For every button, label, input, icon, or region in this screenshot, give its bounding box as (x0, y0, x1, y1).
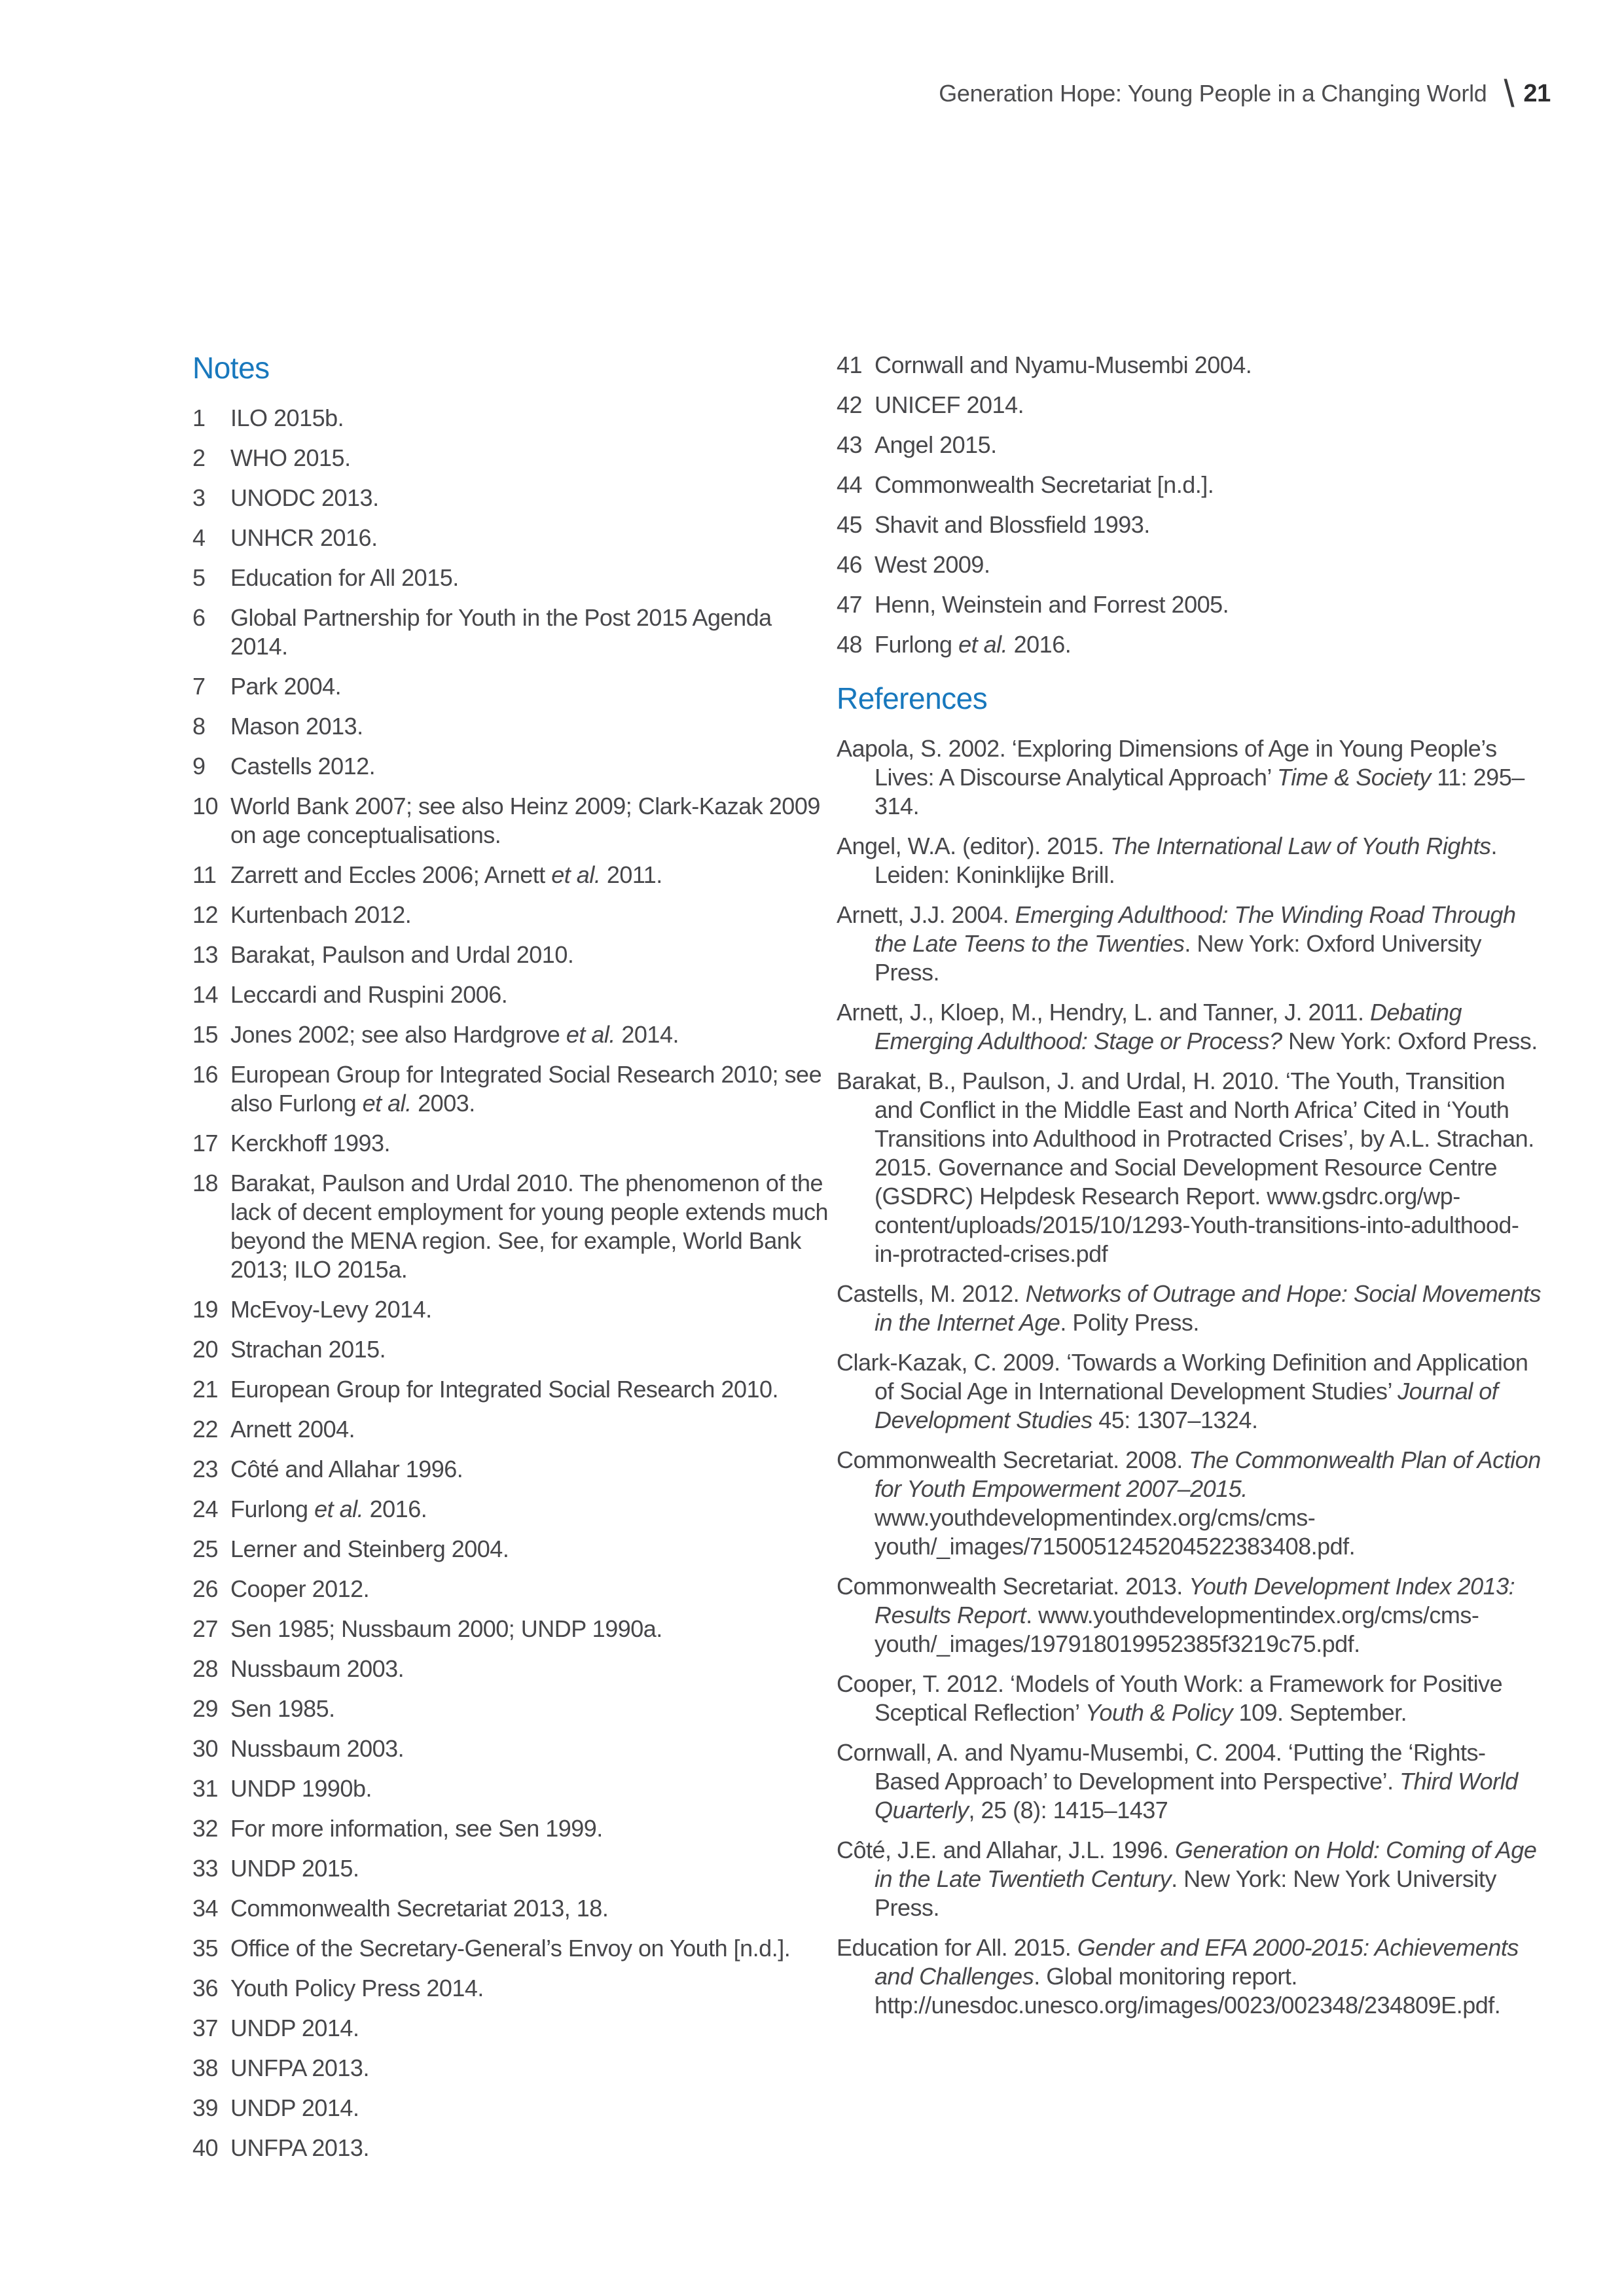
text-segment: Commonwealth Secretariat. 2008. (837, 1446, 1189, 1473)
note-number: 30 (192, 1735, 219, 1762)
note-number: 20 (192, 1336, 219, 1363)
note-item (192, 1060, 834, 1118)
note-item (192, 752, 834, 781)
note-item (192, 941, 834, 969)
text-segment: UNDP 2014. (230, 2015, 359, 2041)
italic-text: Networks of Outrage and Hope: Social Movements in the Internet Age (875, 1280, 1542, 1336)
note-text (875, 351, 1543, 380)
note-number: 33 (192, 1855, 219, 1882)
note-item (192, 564, 834, 592)
reference-entry (837, 901, 1543, 987)
note-item (837, 590, 1543, 619)
note-number: 15 (192, 1021, 219, 1048)
note-number: 11 (192, 861, 217, 888)
text-segment: UNODC 2013. (230, 484, 379, 511)
note-item (837, 391, 1543, 420)
text-segment: Commonwealth Secretariat [n.d.]. (875, 471, 1214, 498)
note-text (230, 564, 834, 592)
text-segment: Arnett 2004. (230, 1416, 355, 1443)
note-item (192, 980, 834, 1009)
note-number: 28 (192, 1655, 219, 1682)
reference-entry (837, 1572, 1543, 1659)
notes-list-right (837, 351, 1543, 659)
note-number: 31 (192, 1775, 219, 1802)
italic-text: Journal of Development Studies (875, 1378, 1498, 1433)
text-segment: For more information, see Sen 1999. (230, 1815, 603, 1842)
note-text (230, 1455, 834, 1484)
note-item (192, 1774, 834, 1803)
note-number: 5 (192, 564, 206, 591)
text-segment: 2016. (1007, 631, 1072, 658)
note-number: 1 (192, 404, 206, 431)
note-text (875, 431, 1543, 459)
text-segment: UNFPA 2013. (230, 2054, 369, 2081)
note-item (192, 603, 834, 661)
reference-entry (837, 1446, 1543, 1561)
note-item (192, 1734, 834, 1763)
text-segment: Commonwealth Secretariat. 2013. (837, 1573, 1189, 1600)
text-segment: Education for All 2015. (230, 564, 459, 591)
text-segment: European Group for Integrated Social Research 2010. (230, 1376, 779, 1403)
note-text (230, 603, 834, 661)
note-number: 13 (192, 941, 219, 968)
note-number: 8 (192, 713, 206, 740)
note-number: 22 (192, 1416, 219, 1443)
note-text (230, 1060, 834, 1118)
text-segment: . Leiden: Koninklijke Brill. (875, 833, 1497, 888)
text-segment: Kerckhoff 1993. (230, 1130, 391, 1157)
note-number: 9 (192, 753, 206, 780)
note-number: 3 (192, 484, 206, 511)
note-number: 16 (192, 1061, 219, 1088)
text-segment: Côté, J.E. and Allahar, J.L. 1996. (837, 1837, 1175, 1863)
note-number: 12 (192, 901, 219, 928)
note-text (230, 2014, 834, 2043)
text-segment: Strachan 2015. (230, 1336, 386, 1363)
note-item (192, 1295, 834, 1324)
notes-list-left (192, 404, 834, 2162)
note-text (875, 391, 1543, 420)
note-number: 46 (837, 551, 863, 578)
note-text (230, 404, 834, 433)
reference-entry (837, 1836, 1543, 1922)
italic-text: et al. (551, 861, 601, 888)
text-segment: UNHCR 2016. (230, 524, 378, 551)
text-segment: ILO 2015b. (230, 404, 344, 431)
note-number: 6 (192, 604, 206, 631)
note-text (230, 1894, 834, 1923)
note-text (230, 1774, 834, 1803)
text-segment: Côté and Allahar 1996. (230, 1456, 463, 1482)
note-text (230, 444, 834, 473)
note-item (192, 444, 834, 473)
note-text (230, 1169, 834, 1284)
note-text (230, 1535, 834, 1564)
note-text (875, 550, 1543, 579)
italic-text: Third World Quarterly (875, 1768, 1518, 1823)
italic-text: Debating Emerging Adulthood: Stage or Process? (875, 999, 1462, 1054)
note-number: 35 (192, 1935, 219, 1962)
text-segment: Youth Policy Press 2014. (230, 1975, 484, 2001)
note-item (192, 1814, 834, 1843)
note-item (192, 1655, 834, 1683)
text-segment: 2003. (411, 1090, 475, 1117)
note-item (192, 861, 834, 889)
text-segment: Mason 2013. (230, 713, 363, 740)
note-number: 19 (192, 1296, 219, 1323)
note-item (192, 1169, 834, 1284)
text-segment: Castells 2012. (230, 753, 376, 780)
note-item (192, 712, 834, 741)
italic-text: et al. (566, 1021, 615, 1048)
note-number: 27 (192, 1615, 219, 1642)
text-segment: , 25 (8): 1415–1437 (968, 1797, 1168, 1823)
text-segment: Office of the Secretary-General’s Envoy on Youth [n.d.]. (230, 1935, 791, 1962)
text-segment: Clark-Kazak, C. 2009. ‘Towards a Working Definition and Application of Social Age in International Development Studies’ (837, 1349, 1528, 1405)
text-segment: Jones 2002; see also Hardgrove (230, 1021, 566, 1048)
note-text (230, 861, 834, 889)
note-text (230, 672, 834, 701)
text-segment: Education for All. 2015. (837, 1934, 1077, 1961)
text-segment: UNICEF 2014. (875, 391, 1024, 418)
note-number: 29 (192, 1695, 219, 1722)
note-item (192, 2014, 834, 2043)
note-text (230, 2054, 834, 2083)
reference-entry (837, 1067, 1543, 1268)
note-text (230, 2094, 834, 2123)
note-item (192, 1854, 834, 1883)
note-number: 7 (192, 673, 206, 700)
note-text (230, 1854, 834, 1883)
note-item (192, 1894, 834, 1923)
header-title: Generation Hope: Young People in a Changing World (939, 80, 1487, 107)
note-text (230, 1615, 834, 1643)
note-number: 37 (192, 2015, 219, 2041)
note-text (230, 1415, 834, 1444)
text-segment: . New York: Oxford University Press. (875, 930, 1481, 986)
note-item (192, 404, 834, 433)
note-number: 14 (192, 981, 219, 1008)
italic-text: Youth Development Index 2013: Results Report (875, 1573, 1515, 1628)
note-item (192, 1455, 834, 1484)
note-number: 43 (837, 431, 863, 458)
text-segment: 2014. (615, 1021, 679, 1048)
note-text (230, 1335, 834, 1364)
references-list (837, 734, 1543, 2020)
note-number: 45 (837, 511, 863, 538)
reference-entry (837, 998, 1543, 1056)
note-text (230, 1734, 834, 1763)
page-number: 21 (1523, 80, 1551, 107)
notes-heading: Notes (192, 351, 270, 385)
italic-text: The International Law of Youth Rights (1110, 833, 1491, 859)
text-segment: Zarrett and Eccles 2006; Arnett (230, 861, 552, 888)
text-segment: Barakat, B., Paulson, J. and Urdal, H. 2010. ‘The Youth, Transition and Conflict in the Middle East and North Africa’ Cited in ‘Youth Transitions into Adulthood in Protracted Crises’, by A.L. Strachan. 2015. Governance and Social Development Resource Centre (GSDRC) Helpdesk Research Report. www.gsdrc.org/wp-content/uploads/2015/10/1293-Youth-transitions-into-adulthood-in-protracted-crises.pdf (837, 1067, 1534, 1267)
text-segment: Leccardi and Ruspini 2006. (230, 981, 508, 1008)
note-item (192, 672, 834, 701)
note-item (192, 2094, 834, 2123)
note-number: 40 (192, 2134, 219, 2161)
note-item (192, 792, 834, 850)
note-number: 42 (837, 391, 863, 418)
note-number: 44 (837, 471, 863, 498)
note-item (192, 901, 834, 929)
text-segment: Lerner and Steinberg 2004. (230, 1535, 509, 1562)
italic-text: Generation on Hold: Coming of Age in the Late Twentieth Century (875, 1837, 1537, 1892)
note-item (192, 1695, 834, 1723)
note-number: 17 (192, 1130, 219, 1157)
notes-column-left (192, 351, 834, 2174)
text-segment: 45: 1307–1324. (1092, 1407, 1258, 1433)
reference-entry (837, 1348, 1543, 1435)
text-segment: 109. September. (1232, 1699, 1407, 1726)
note-text (230, 752, 834, 781)
note-text (230, 1814, 834, 1843)
note-number: 2 (192, 444, 206, 471)
note-item (837, 471, 1543, 499)
text-segment: Aapola, S. 2002. ‘Exploring Dimensions of Age in Young People’s Lives: A Discourse Analytical Approach’ (837, 735, 1497, 791)
text-segment: Barakat, Paulson and Urdal 2010. (230, 941, 574, 968)
header-separator-backslash: \ (1504, 73, 1515, 115)
note-text (230, 1934, 834, 1963)
note-number: 24 (192, 1496, 219, 1522)
note-number: 4 (192, 524, 206, 551)
note-text (875, 590, 1543, 619)
text-segment: Arnett, J., Kloep, M., Hendry, L. and Tanner, J. 2011. (837, 999, 1370, 1026)
note-item (192, 1974, 834, 2003)
note-text (230, 484, 834, 512)
note-item (192, 1535, 834, 1564)
text-segment: UNDP 2014. (230, 2094, 359, 2121)
note-text (230, 1020, 834, 1049)
note-item (192, 1020, 834, 1049)
note-item (192, 1335, 834, 1364)
italic-text: Gender and EFA 2000-2015: Achievements and Challenges (875, 1934, 1519, 1990)
note-item (192, 2054, 834, 2083)
note-item (192, 524, 834, 552)
note-text (230, 941, 834, 969)
note-text (230, 524, 834, 552)
text-segment: Commonwealth Secretariat 2013, 18. (230, 1895, 609, 1922)
text-segment: WHO 2015. (230, 444, 351, 471)
note-text (230, 1974, 834, 2003)
note-text (875, 511, 1543, 539)
note-text (230, 1295, 834, 1324)
text-segment: . www.youthdevelopmentindex.org/cms/cms-youth/_images/197918019952385f3219c75.pdf. (875, 1602, 1479, 1657)
note-number: 18 (192, 1170, 219, 1196)
text-segment: Castells, M. 2012. (837, 1280, 1026, 1307)
text-segment: 2016. (363, 1496, 427, 1522)
text-segment: Park 2004. (230, 673, 342, 700)
note-number: 23 (192, 1456, 219, 1482)
text-segment: Barakat, Paulson and Urdal 2010. The phenomenon of the lack of decent employment for young people extends much beyond the MENA region. See, for example, World Bank 2013; ILO 2015a. (230, 1170, 829, 1283)
text-segment: Furlong (875, 631, 959, 658)
note-text (230, 1375, 834, 1404)
text-segment: www.youthdevelopmentindex.org/cms/cms-youth/_images/7150051245204522383408.pdf. (875, 1504, 1356, 1560)
note-item (192, 1495, 834, 1524)
text-segment: Kurtenbach 2012. (230, 901, 412, 928)
note-text (230, 1695, 834, 1723)
references-heading: References (837, 681, 988, 715)
text-segment: . Polity Press. (1060, 1309, 1199, 1336)
note-item (192, 1615, 834, 1643)
text-segment: Angel 2015. (875, 431, 997, 458)
note-number: 26 (192, 1575, 219, 1602)
text-segment: New York: Oxford Press. (1282, 1028, 1538, 1054)
text-segment: . New York: New York University Press. (875, 1865, 1496, 1921)
note-item (837, 431, 1543, 459)
note-number: 21 (192, 1376, 219, 1403)
text-segment: West 2009. (875, 551, 990, 578)
italic-text: Time & Society (1277, 764, 1431, 791)
text-segment: Cornwall, A. and Nyamu-Musembi, C. 2004. ‘Putting the ‘Rights-Based Approach’ to Development into Perspective’. (837, 1739, 1486, 1795)
text-segment: Arnett, J.J. 2004. (837, 901, 1015, 928)
note-item (192, 484, 834, 512)
note-item (192, 1934, 834, 1963)
note-item (192, 1415, 834, 1444)
note-number: 36 (192, 1975, 219, 2001)
note-number: 39 (192, 2094, 219, 2121)
note-item (837, 511, 1543, 539)
text-segment: Sen 1985; Nussbaum 2000; UNDP 1990a. (230, 1615, 662, 1642)
italic-text: et al. (362, 1090, 412, 1117)
reference-entry (837, 832, 1543, 889)
note-text (230, 1129, 834, 1158)
note-item (837, 630, 1543, 659)
text-segment: Nussbaum 2003. (230, 1735, 405, 1762)
reference-entry (837, 734, 1543, 821)
text-segment: Cooper, T. 2012. ‘Models of Youth Work: a Framework for Positive Sceptical Reflection’ (837, 1670, 1503, 1726)
note-item (192, 2134, 834, 2162)
text-segment: UNFPA 2013. (230, 2134, 369, 2161)
text-segment: . Global monitoring report. http://unesdoc.unesco.org/images/0023/002348/234809E.pdf. (875, 1963, 1501, 2018)
text-segment: McEvoy-Levy 2014. (230, 1296, 432, 1323)
text-segment: 2011. (600, 861, 662, 888)
note-number: 10 (192, 793, 219, 819)
italic-text: Emerging Adulthood: The Winding Road Through the Late Teens to the Twenties (875, 901, 1516, 957)
note-text (875, 630, 1543, 659)
note-number: 38 (192, 2054, 219, 2081)
reference-entry (837, 1280, 1543, 1337)
text-segment: Global Partnership for Youth in the Post 2015 Agenda 2014. (230, 604, 772, 660)
note-text (230, 1655, 834, 1683)
reference-entry (837, 1738, 1543, 1825)
italic-text: et al. (958, 631, 1008, 658)
text-segment: 11: 295–314. (875, 764, 1525, 819)
italic-text: Youth & Policy (1085, 1699, 1233, 1726)
note-item (192, 1129, 834, 1158)
page-header (939, 73, 1551, 115)
right-column (837, 351, 1543, 2031)
text-segment: Nussbaum 2003. (230, 1655, 405, 1682)
note-number: 32 (192, 1815, 219, 1842)
note-text (230, 1575, 834, 1604)
note-number: 47 (837, 591, 863, 618)
reference-entry (837, 1670, 1543, 1727)
text-segment: European Group for Integrated Social Research 2010; see also Furlong (230, 1061, 822, 1117)
text-segment: Angel, W.A. (editor). 2015. (837, 833, 1111, 859)
text-segment: UNDP 1990b. (230, 1775, 372, 1802)
italic-text: The Commonwealth Plan of Action for Youth Empowerment 2007–2015. (875, 1446, 1541, 1502)
text-segment: Cooper 2012. (230, 1575, 370, 1602)
text-segment: World Bank 2007; see also Heinz 2009; Clark-Kazak 2009 on age conceptualisations. (230, 793, 820, 848)
reference-entry (837, 1933, 1543, 2020)
text-segment: Shavit and Blossfield 1993. (875, 511, 1150, 538)
note-text (230, 901, 834, 929)
italic-text: et al. (314, 1496, 364, 1522)
text-segment: Sen 1985. (230, 1695, 335, 1722)
note-number: 25 (192, 1535, 219, 1562)
note-text (230, 2134, 834, 2162)
note-text (230, 792, 834, 850)
text-segment: UNDP 2015. (230, 1855, 359, 1882)
note-number: 41 (837, 351, 863, 378)
note-item (837, 550, 1543, 579)
text-segment: Cornwall and Nyamu-Musembi 2004. (875, 351, 1252, 378)
note-text (230, 980, 834, 1009)
text-segment: Henn, Weinstein and Forrest 2005. (875, 591, 1229, 618)
note-item (192, 1575, 834, 1604)
note-number: 34 (192, 1895, 219, 1922)
note-item (192, 1375, 834, 1404)
note-text (875, 471, 1543, 499)
note-number: 48 (837, 631, 863, 658)
note-item (837, 351, 1543, 380)
note-text (230, 1495, 834, 1524)
note-text (230, 712, 834, 741)
text-segment: Furlong (230, 1496, 315, 1522)
